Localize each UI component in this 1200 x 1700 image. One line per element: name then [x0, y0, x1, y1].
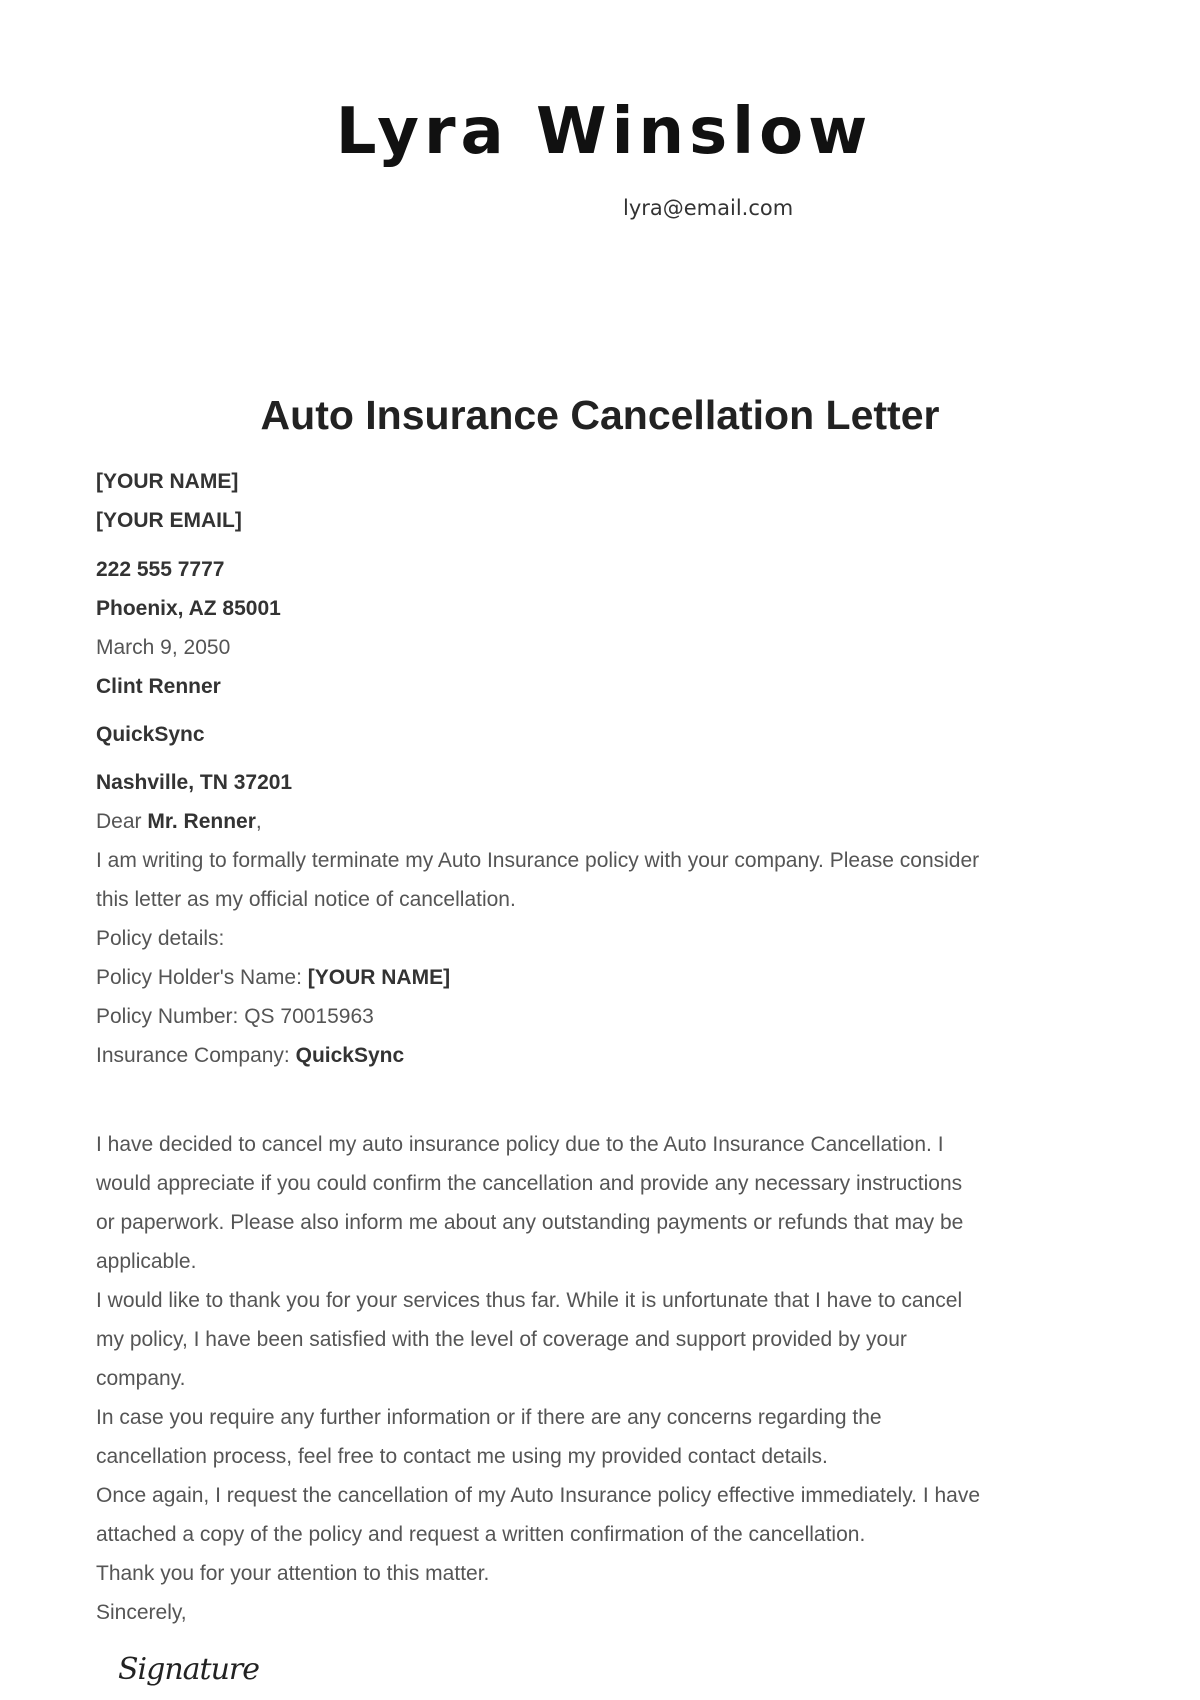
recipient-company: QuickSync	[96, 723, 205, 746]
insurance-company-label: Insurance Company:	[96, 1044, 296, 1067]
salutation	[96, 802, 1096, 841]
closing-line: Sincerely,	[96, 1601, 187, 1624]
paragraph-2-line: I would like to thank you for your services thus far. While it is unfortunate that I have to cancel	[96, 1289, 963, 1312]
paragraph-3-line: In case you require any further information or if there are any concerns regarding the	[96, 1406, 882, 1429]
policy-holder-label: Policy Holder's Name:	[96, 966, 308, 989]
sender-email: [YOUR EMAIL]	[96, 509, 242, 532]
paragraph-3-line: cancellation process, feel free to contact me using my provided contact details.	[96, 1445, 828, 1468]
document-title: Auto Insurance Cancellation Letter	[260, 392, 940, 438]
paragraph-1-line: I have decided to cancel my auto insurance policy due to the Auto Insurance Cancellation. I	[96, 1133, 944, 1156]
insurance-company	[96, 1036, 1096, 1075]
policy-number: Policy Number: QS 70015963	[96, 1005, 374, 1028]
recipient-address: Nashville, TN 37201	[96, 771, 293, 794]
paragraph-4-line: attached a copy of the policy and request a written confirmation of the cancellation.	[96, 1523, 866, 1546]
recipient-name: Clint Renner	[96, 675, 221, 698]
sender-address: Phoenix, AZ 85001	[96, 597, 281, 620]
salutation-suffix: ,	[255, 810, 262, 833]
letter-date: March 9, 2050	[96, 636, 231, 659]
letter-body	[96, 462, 1096, 1632]
paragraph-1-line: or paperwork. Please also inform me about any outstanding payments or refunds that may be	[96, 1211, 964, 1234]
author-name: Lyra Winslow	[335, 95, 873, 169]
intro-line: this letter as my official notice of cancellation.	[96, 888, 516, 911]
sender-phone: 222 555 7777	[96, 558, 225, 581]
intro-line: I am writing to formally terminate my Auto Insurance policy with your company. Please consider	[96, 849, 980, 872]
paragraph-2-line: company.	[96, 1367, 186, 1390]
paragraph-1-line: would appreciate if you could confirm the cancellation and provide any necessary instructions	[96, 1172, 963, 1195]
paragraph-1-line: applicable.	[96, 1250, 197, 1273]
signature: Signature	[118, 1652, 260, 1687]
policy-holder-value: [YOUR NAME]	[307, 966, 451, 989]
insurance-company-value: QuickSync	[295, 1044, 405, 1067]
policy-heading: Policy details:	[96, 927, 225, 950]
salutation-name: Mr. Renner	[147, 810, 256, 833]
sender-name: [YOUR NAME]	[96, 470, 239, 493]
author-email: lyra@email.com	[623, 196, 794, 220]
thanks-line: Thank you for your attention to this matter.	[96, 1562, 490, 1585]
paragraph-2-line: my policy, I have been satisfied with the level of coverage and support provided by your	[96, 1328, 907, 1351]
paragraph-4-line: Once again, I request the cancellation of my Auto Insurance policy effective immediately. I have	[96, 1484, 981, 1507]
salutation-prefix: Dear	[96, 810, 148, 833]
policy-holder	[96, 958, 1096, 997]
